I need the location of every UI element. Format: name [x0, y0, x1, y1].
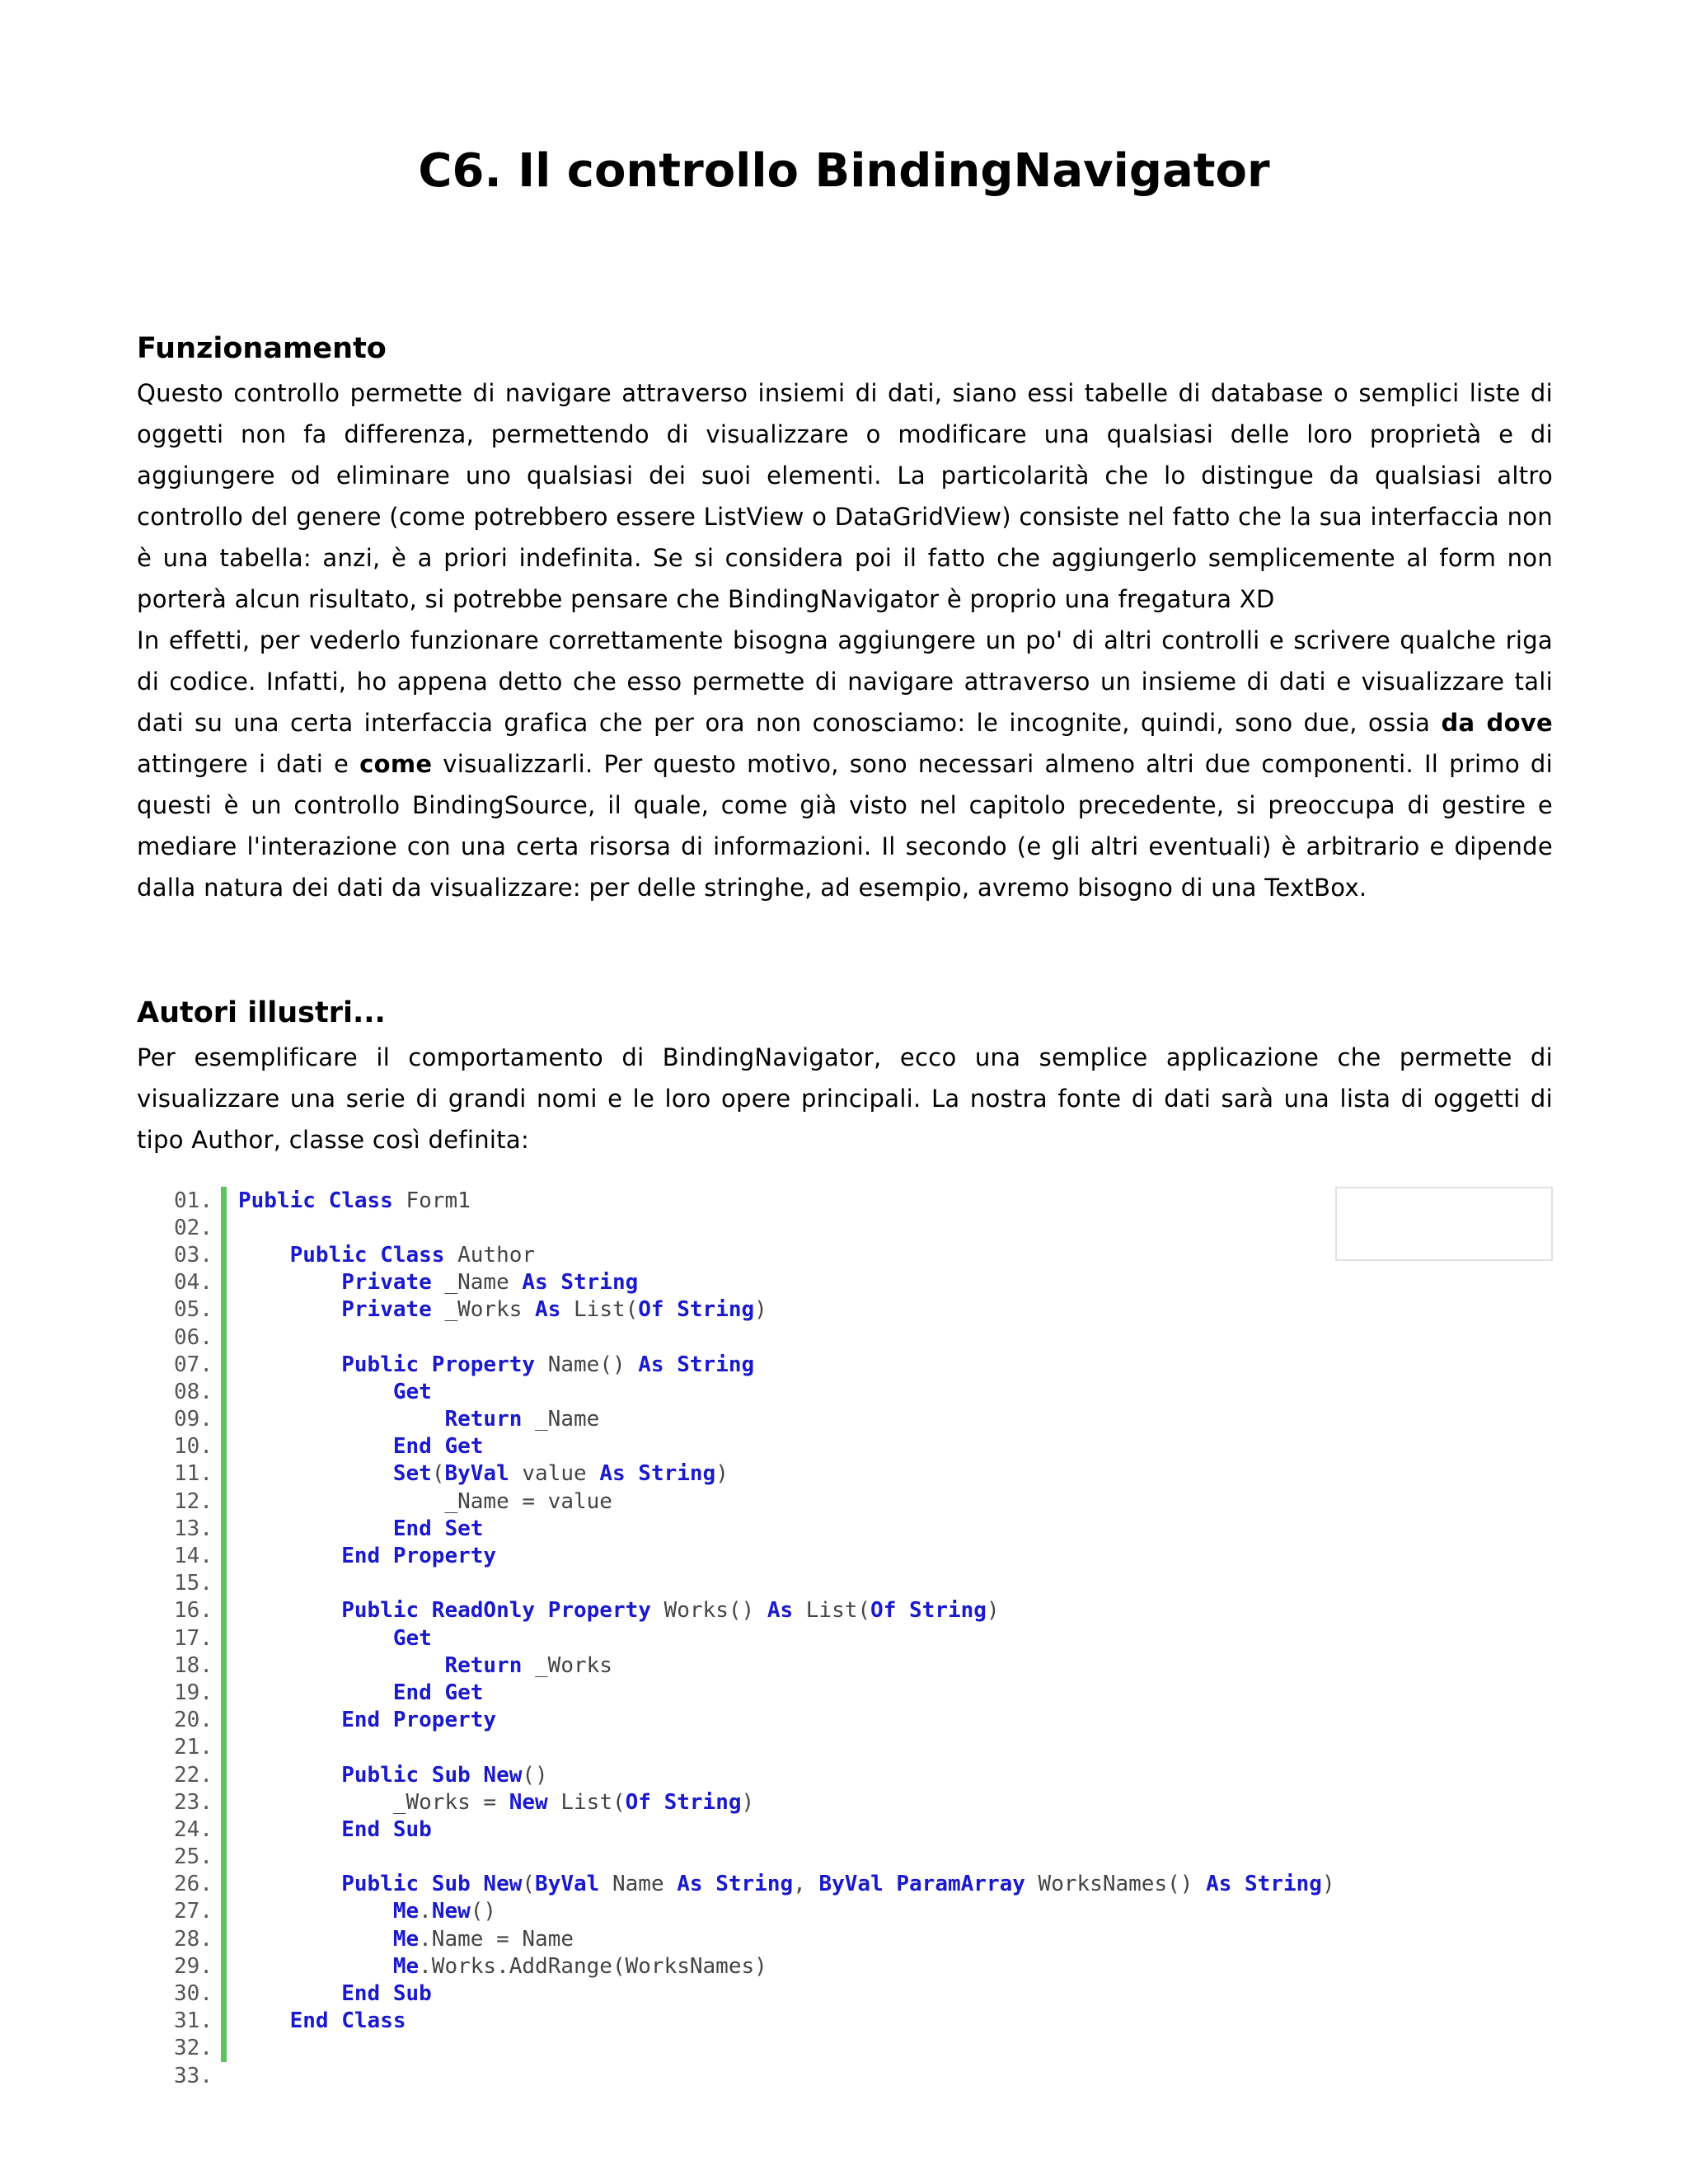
code-gutter-bar [221, 1816, 227, 1843]
code-gutter-bar [221, 1952, 227, 1980]
code-gutter-bar [221, 1433, 227, 1460]
paragraph-text: Per esemplificare il comportamento di BindingNavigator, ecco una semplice applicazione che permette di visualizzare una serie di grandi nomi e le loro opere principali. La nostra fonte di dati sarà una lista di oggetti di tipo Author, classe così definita: [137, 1043, 1553, 1154]
code-line [162, 1406, 1563, 1433]
code-gutter-bar [221, 1269, 227, 1296]
line-number: 26. [174, 1872, 213, 1897]
code-line [162, 2035, 1563, 2062]
code-gutter-bar [221, 1761, 227, 1788]
code-token: .Works.AddRange(WorksNames) [419, 1953, 767, 1979]
code-keyword: Public Class [289, 1242, 445, 1268]
code-text [238, 1708, 496, 1732]
line-number: 30. [174, 1981, 213, 2007]
code-line [162, 1624, 1563, 1652]
code-gutter-bar [221, 1871, 227, 1898]
line-number: 19. [174, 1680, 213, 1705]
code-text [238, 1653, 612, 1678]
code-gutter-bar [221, 1707, 227, 1734]
code-gutter-bar [221, 1542, 227, 1569]
line-number: 12. [174, 1488, 213, 1514]
code-keyword: As String [677, 1872, 794, 1897]
paragraph [137, 620, 1553, 908]
code-keyword: As [535, 1297, 561, 1323]
code-keyword: Public Sub New [341, 1872, 523, 1897]
code-keyword: Get [392, 1379, 432, 1404]
code-gutter-bar [221, 1406, 227, 1433]
code-token [238, 1899, 393, 1924]
page-title: C6. Il controllo BindingNavigator [418, 144, 1270, 198]
code-keyword: As String [599, 1461, 716, 1487]
line-number: 14. [174, 1544, 213, 1569]
code-token [238, 1243, 290, 1268]
code-token [238, 1434, 393, 1459]
code-line [162, 1570, 1563, 1597]
code-text [238, 1626, 432, 1651]
code-keyword: Public Sub New [341, 1762, 523, 1788]
code-line [162, 1761, 1563, 1788]
code-listing [162, 1187, 1563, 2089]
line-number: 24. [174, 1816, 213, 1842]
code-text [238, 1680, 483, 1705]
code-line [162, 1679, 1563, 1706]
line-number: 03. [174, 1242, 213, 1268]
code-keyword: As String [638, 1352, 755, 1377]
code-token: Name [599, 1872, 678, 1897]
code-line [162, 1488, 1563, 1515]
code-token [238, 1516, 393, 1541]
code-token [238, 1297, 341, 1322]
code-gutter-bar [221, 2008, 227, 2035]
code-token [238, 2008, 290, 2033]
code-token [238, 1352, 341, 1377]
code-line [162, 1433, 1563, 1460]
code-line [162, 1597, 1563, 1624]
code-token: Form1 [392, 1188, 471, 1213]
code-gutter-bar [221, 1296, 227, 1324]
code-line [162, 1296, 1563, 1324]
code-token [238, 1872, 341, 1896]
line-number: 10. [174, 1434, 213, 1460]
code-token: ) [754, 1297, 767, 1323]
line-number: 27. [174, 1899, 213, 1924]
code-gutter-bar [221, 1241, 227, 1268]
code-token: _Works = [238, 1789, 509, 1815]
paragraph [137, 1037, 1553, 1160]
line-number: 18. [174, 1652, 213, 1678]
line-number: 13. [174, 1516, 213, 1541]
code-text [238, 1790, 754, 1815]
code-gutter-bar [221, 1570, 227, 1597]
code-text [238, 1981, 432, 2006]
code-token [238, 1598, 341, 1623]
code-keyword: End Class [289, 2008, 406, 2034]
code-keyword: Private [341, 1297, 432, 1323]
code-token: ) [986, 1598, 1000, 1624]
code-line [162, 1460, 1563, 1488]
code-token: ( [431, 1461, 445, 1487]
code-gutter-bar [221, 1515, 227, 1542]
code-keyword: Return [444, 1407, 523, 1432]
code-text [238, 1899, 496, 1924]
line-number: 08. [174, 1379, 213, 1404]
code-gutter-bar [221, 1214, 227, 1241]
code-token: List( [560, 1297, 639, 1323]
code-gutter-bar [221, 1624, 227, 1652]
line-number: 15. [174, 1571, 213, 1596]
code-token: ) [1321, 1872, 1335, 1897]
code-gutter-bar [221, 1844, 227, 1871]
paragraph [137, 373, 1553, 620]
code-gutter-bar [221, 1652, 227, 1679]
line-number: 16. [174, 1598, 213, 1624]
code-token: WorksNames() [1025, 1872, 1207, 1897]
code-token: () [470, 1899, 497, 1924]
code-toolbar-box [1335, 1187, 1553, 1261]
code-gutter-bar [221, 1679, 227, 1706]
code-text [238, 1380, 432, 1404]
code-line [162, 1816, 1563, 1843]
code-token [238, 1270, 341, 1295]
code-token: _Name = value [238, 1488, 612, 1514]
code-text [238, 1954, 767, 1979]
line-number: 23. [174, 1789, 213, 1815]
code-keyword: Set [392, 1461, 432, 1487]
code-text [238, 1407, 599, 1432]
code-token: value [509, 1461, 600, 1487]
code-keyword: Return [444, 1652, 523, 1678]
code-text [238, 2008, 406, 2033]
code-text [238, 1489, 612, 1514]
code-gutter-bar [221, 1378, 227, 1405]
code-text [238, 1352, 754, 1377]
code-text [238, 1297, 767, 1322]
code-keyword: New [431, 1899, 471, 1924]
code-token: Name() [535, 1352, 639, 1377]
line-number: 25. [174, 1844, 213, 1870]
code-keyword: Of String [625, 1789, 742, 1815]
code-line [162, 1652, 1563, 1679]
code-keyword: Public Property [341, 1352, 536, 1377]
code-gutter-bar [221, 1324, 227, 1351]
code-token [238, 1544, 341, 1568]
code-token: () [522, 1762, 548, 1788]
paragraph-text: visualizzarli. Per questo motivo, sono necessari almeno altri due componenti. Il primo di questi è un controllo BindingSource, il quale, come già visto nel capitolo precedente, si preoccupa di gestire e mediare l'interazione con una certa risorsa di informazioni. Il secondo (e gli altri eventuali) è arbitrario e dipende dalla natura dei dati da visualizzare: per delle stringhe, ad esempio, avremo bisogno di una TextBox. [137, 750, 1554, 902]
code-keyword: Of String [638, 1297, 755, 1323]
code-token [238, 1927, 393, 1952]
line-number: 07. [174, 1352, 213, 1377]
code-keyword: Get [392, 1625, 432, 1651]
code-line [162, 1925, 1563, 1952]
code-text [238, 1434, 483, 1459]
code-text [238, 1927, 574, 1952]
code-text [238, 1544, 496, 1568]
code-token: List( [793, 1598, 871, 1624]
code-line [162, 1788, 1563, 1816]
code-gutter-bar [221, 1597, 227, 1624]
code-token: Author [444, 1242, 536, 1268]
line-number: 33. [174, 2063, 213, 2088]
code-keyword: As String [522, 1270, 639, 1296]
code-text [238, 1188, 471, 1213]
paragraph-text: In effetti, per vederlo funzionare correttamente bisogna aggiungere un po' di altri controlli e scrivere qualche riga di codice. Infatti, ho appena detto che esso permette di navigare attraverso un insieme di dati e visualizzare tali dati su una certa interfaccia grafica che per ora non conosciamo: le incognite, quindi, sono due, ossia [137, 626, 1553, 737]
code-keyword: As String [1206, 1872, 1322, 1897]
code-line [162, 1542, 1563, 1569]
code-token: . [419, 1899, 432, 1924]
line-number: 11. [174, 1461, 213, 1487]
bold-text: come [359, 750, 433, 778]
code-gutter-bar [221, 2035, 227, 2062]
code-keyword: ByVal ParamArray [818, 1872, 1025, 1897]
code-keyword: End Property [341, 1708, 497, 1733]
line-number: 05. [174, 1297, 213, 1323]
line-number: 01. [174, 1188, 213, 1213]
section-heading-funzionamento: Funzionamento [137, 332, 387, 365]
code-line [162, 1269, 1563, 1296]
code-line [162, 1898, 1563, 1925]
code-keyword: Me [392, 1953, 420, 1979]
code-token: _Name [522, 1407, 600, 1432]
line-number: 21. [174, 1735, 213, 1760]
code-gutter-bar [221, 1980, 227, 2007]
code-token [238, 1708, 341, 1732]
code-text [238, 1763, 548, 1788]
code-keyword: As [767, 1598, 794, 1624]
code-text [238, 1243, 535, 1268]
code-token [238, 1407, 444, 1432]
code-keyword: End Sub [341, 1981, 432, 2007]
code-text [238, 1598, 1000, 1623]
code-token: Works() [650, 1598, 767, 1624]
code-text [238, 1872, 1335, 1896]
code-gutter-bar [221, 1788, 227, 1816]
code-keyword: Of String [870, 1598, 987, 1624]
paragraph-text: Questo controllo permette di navigare attraverso insiemi di dati, siano essi tabelle di database o semplici liste di oggetti non fa differenza, permettendo di visualizzare o modificare una qualsiasi delle loro proprietà e di aggiungere od eliminare uno qualsiasi dei suoi elementi. La particolarità che lo distingue da qualsiasi altro controllo del genere (come potrebbero essere ListView o DataGridView) consiste nel fatto che la sua interfaccia non è una tabella: anzi, è a priori indefinita. Se si considera poi il fatto che aggiungerlo semplicemente al form non porterà alcun risultato, si potrebbe pensare che BindingNavigator è proprio una fregatura XD [137, 379, 1553, 613]
code-keyword: Me [392, 1926, 420, 1952]
line-number: 32. [174, 2036, 213, 2061]
code-line [162, 1351, 1563, 1378]
code-line [162, 1515, 1563, 1542]
code-text [238, 1817, 432, 1842]
code-keyword: ByVal [535, 1872, 600, 1897]
code-line [162, 1980, 1563, 2007]
code-line [162, 1952, 1563, 1980]
code-line [162, 1378, 1563, 1405]
code-text [238, 1516, 483, 1541]
code-keyword: End Sub [341, 1816, 432, 1842]
code-gutter-bar [221, 1351, 227, 1378]
code-token: _Name [431, 1270, 523, 1296]
section-heading-autori-illustri: Autori illustri... [137, 996, 386, 1029]
code-keyword: Public Class [238, 1188, 393, 1213]
code-keyword: End Get [392, 1680, 484, 1705]
line-number: 04. [174, 1270, 213, 1296]
line-number: 17. [174, 1625, 213, 1651]
code-token: ( [522, 1872, 536, 1897]
line-number: 22. [174, 1762, 213, 1788]
code-gutter-bar [221, 1734, 227, 1761]
line-number: 20. [174, 1708, 213, 1733]
code-token [238, 1954, 393, 1979]
code-keyword: ByVal [444, 1461, 509, 1487]
line-number: 02. [174, 1215, 213, 1240]
code-gutter-bar [221, 1187, 227, 1214]
code-token [238, 1817, 341, 1842]
code-line [162, 1707, 1563, 1734]
code-keyword: Me [392, 1899, 420, 1924]
line-number: 29. [174, 1953, 213, 1979]
code-keyword: Public ReadOnly Property [341, 1598, 651, 1624]
code-keyword: End Get [392, 1434, 484, 1460]
code-keyword: End Set [392, 1516, 484, 1541]
line-number: 06. [174, 1324, 213, 1350]
code-token: List( [547, 1789, 626, 1815]
code-gutter-bar [221, 1460, 227, 1488]
code-keyword: Private [341, 1270, 432, 1296]
code-gutter-bar [221, 1488, 227, 1515]
code-keyword: New [509, 1789, 548, 1815]
code-token: _Works [431, 1297, 536, 1323]
code-token: ) [715, 1461, 729, 1487]
code-token: , [793, 1872, 819, 1897]
code-gutter-bar [221, 1898, 227, 1925]
code-token: _Works [522, 1652, 612, 1678]
code-token [238, 1653, 444, 1678]
code-token [238, 1680, 393, 1705]
code-line [162, 1324, 1563, 1351]
code-token: ) [741, 1789, 755, 1815]
line-number: 09. [174, 1407, 213, 1432]
code-gutter-bar [221, 2062, 227, 2089]
code-line [162, 1844, 1563, 1871]
line-number: 28. [174, 1926, 213, 1952]
line-number: 31. [174, 2008, 213, 2034]
code-line [162, 2008, 1563, 2035]
code-line [162, 1871, 1563, 1898]
code-text [238, 1270, 638, 1295]
code-token [238, 1981, 341, 2006]
code-line [162, 1734, 1563, 1761]
code-token [238, 1763, 341, 1788]
code-token [238, 1380, 393, 1404]
code-token: .Name = Name [419, 1926, 574, 1952]
code-token [238, 1461, 393, 1486]
code-line [162, 2062, 1563, 2089]
bold-text: da dove [1441, 709, 1553, 737]
code-text [238, 1461, 729, 1486]
paragraph-text: attingere i dati e [137, 750, 360, 778]
code-keyword: End Property [341, 1544, 497, 1569]
code-gutter-bar [221, 1925, 227, 1952]
code-token [238, 1626, 393, 1651]
